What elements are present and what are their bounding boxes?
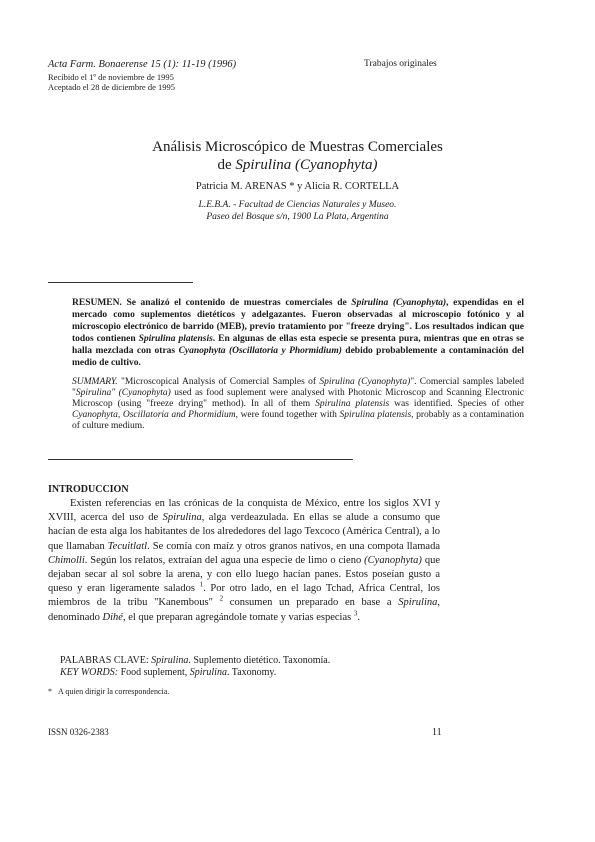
abstract-es-label: RESUMEN.: [72, 298, 122, 308]
footnote: [48, 687, 169, 696]
abstract-es-italic: Spirulina platensis: [138, 334, 213, 344]
intro-italic: Spirulina: [162, 512, 202, 524]
footnote-mark: *: [48, 687, 52, 696]
abstract-en-italic: Spirulina platensis: [339, 410, 412, 420]
page-number: 11: [432, 727, 442, 738]
affiliation: [60, 199, 535, 223]
abstract-es-italic: Cyanophyta (Oscillatoria y Phormidium): [178, 346, 342, 356]
title-line-2-prefix: de: [217, 157, 236, 173]
intro-italic: Chimolli: [48, 554, 85, 566]
abstract-en-text: ". Comercial samples labeled ": [72, 377, 524, 398]
article-title: [60, 138, 535, 174]
abstract-spanish: [72, 297, 524, 369]
abstract-en-italic: Spirulina" (Cyanophyta): [75, 388, 171, 398]
abstract-en-text: was identified. Species of other: [389, 399, 524, 409]
abstract-en-italic: Spirulina platensis: [315, 399, 390, 409]
abstract-en-text: "Microscopical Analysis of Comercial Samples of: [117, 377, 320, 387]
intro-text: , el que preparan agregándole tomate y varias especias: [122, 611, 354, 623]
title-line-2-species: Spirulina (Cyanophyta): [235, 157, 378, 173]
section-label: Trabajos originales: [364, 59, 437, 69]
intro-italic: (Cyanophyta): [364, 554, 422, 566]
separator-rule-long: [48, 459, 353, 460]
abstract-en-text: , were found together with: [235, 410, 340, 420]
authors: Patricia M. ARENAS * y Alicia R. CORTELLA: [195, 181, 400, 192]
abstract-es-italic: Spirulina (Cyanophyta): [351, 298, 447, 308]
title-line-2: [60, 156, 535, 174]
intro-text: que dejaban secar al sol sobre la arena, y con ello luego hacían panes. Estos poseían gusto a queso y eran ligeramente salados: [48, 554, 440, 595]
footnote-text: A quien dirigir la correspondencia.: [58, 687, 170, 696]
issn: ISSN 0326-2383: [48, 727, 109, 737]
reference-mark: 3: [353, 609, 358, 618]
keywords-en-italic: Spirulina: [189, 667, 227, 678]
separator-rule-short: [48, 282, 193, 283]
title-line-1: Análisis Microscópico de Muestras Comerciales: [152, 139, 443, 155]
abstract-es-text: , expendidas en el mercado como suplementos dietéticos y adelgazantes. Fueron observadas al microscopio fotónico y al microscopio electrónico de barrido (MEB), previo tratamiento por "freeze drying". Los resultados indican que todos contienen: [72, 298, 524, 344]
abstract-en-italic: Cyanophyta: [72, 410, 118, 420]
intro-text: . Según los relatos, extraían del agua una especie de limo o cieno: [84, 554, 365, 566]
intro-text: , alga verdeazulada. En ellas se alude a consumo que hacían de esta alga los habitantes de los alrededores del lago Texcoco (América Central), a lo que llamaban: [48, 512, 440, 552]
section-heading-introduction: INTRODUCCION: [48, 484, 129, 495]
accepted-date: Aceptado el 28 de diciembre de 1995: [48, 82, 175, 92]
abstract-en-label: SUMMARY.: [72, 377, 118, 387]
keywords-en-text: . Taxonomy.: [226, 667, 277, 678]
affiliation-line-1: L.E.B.A. - Facultad de Ciencias Naturales y Museo.: [198, 200, 397, 210]
abstract-es-text: debido probablemente a contaminación del medio de cultivo.: [72, 346, 525, 368]
abstract-es-text: Se analizó el contenido de muestras comerciales de: [121, 298, 352, 308]
keywords-en-label: KEY WORDS:: [60, 667, 121, 678]
abstract-en-text: ,: [117, 410, 123, 420]
keywords-spanish: [60, 655, 520, 667]
reference-mark: 2: [219, 594, 224, 603]
keywords-es-label: PALABRAS CLAVE:: [60, 655, 152, 666]
intro-text: .: [357, 611, 360, 623]
abstract-en-italic: Spirulina (Cyanophyta): [319, 377, 411, 387]
intro-text: . Por otro lado, en el lago Tchad, Africa Central, los miembros de la tribu "Kanembous": [48, 583, 440, 609]
intro-text: consumen un preparado en base a: [223, 597, 399, 609]
keywords-english: [60, 667, 520, 679]
abstract-english: [72, 377, 524, 432]
intro-text: , denominado: [48, 597, 441, 623]
introduction-body: [48, 497, 440, 625]
intro-text: Existen referencias en las crónicas de la conquista de México, entre los siglos XVI y XVIII, acerca del uso de: [48, 498, 440, 524]
abstract-es-text: . En algunas de ellas esta especie se presenta pura, mientras que en otras se halla mezclada con otras: [72, 334, 524, 356]
journal-citation: Acta Farm. Bonaerense 15 (1): 11-19 (1996): [48, 59, 237, 70]
intro-italic: Dihé: [102, 611, 123, 623]
keywords-es-italic: Spirulina: [151, 655, 189, 666]
intro-italic: Spirulina: [398, 597, 438, 609]
abstract-en-italic: Oscillatoria and Phormidium: [122, 410, 236, 420]
intro-italic: Tecuitlatl: [107, 540, 148, 552]
received-date: Recibido el 1º de noviembre de 1995: [48, 72, 174, 82]
introduction-paragraph: [48, 497, 440, 625]
keywords-block: [60, 655, 520, 679]
affiliation-line-2: Paseo del Bosque s/n, 1900 La Plata, Argentina: [206, 212, 389, 222]
keywords-en-text: Food suplement,: [120, 667, 190, 678]
abstract-en-text: used as food suplement were analysed with Photonic Microscop and Scanning Electronic Microscop (using "freeze drying" method). In all of them: [72, 388, 525, 409]
abstract-en-text: , probably as a contamination of culture medium.: [72, 410, 524, 431]
reference-mark: 1: [199, 580, 204, 589]
intro-text: . Se comía con maíz y otros granos nativos, en una compota llamada: [147, 540, 440, 552]
keywords-es-text: . Suplemento dietético. Taxonomía.: [188, 655, 331, 666]
